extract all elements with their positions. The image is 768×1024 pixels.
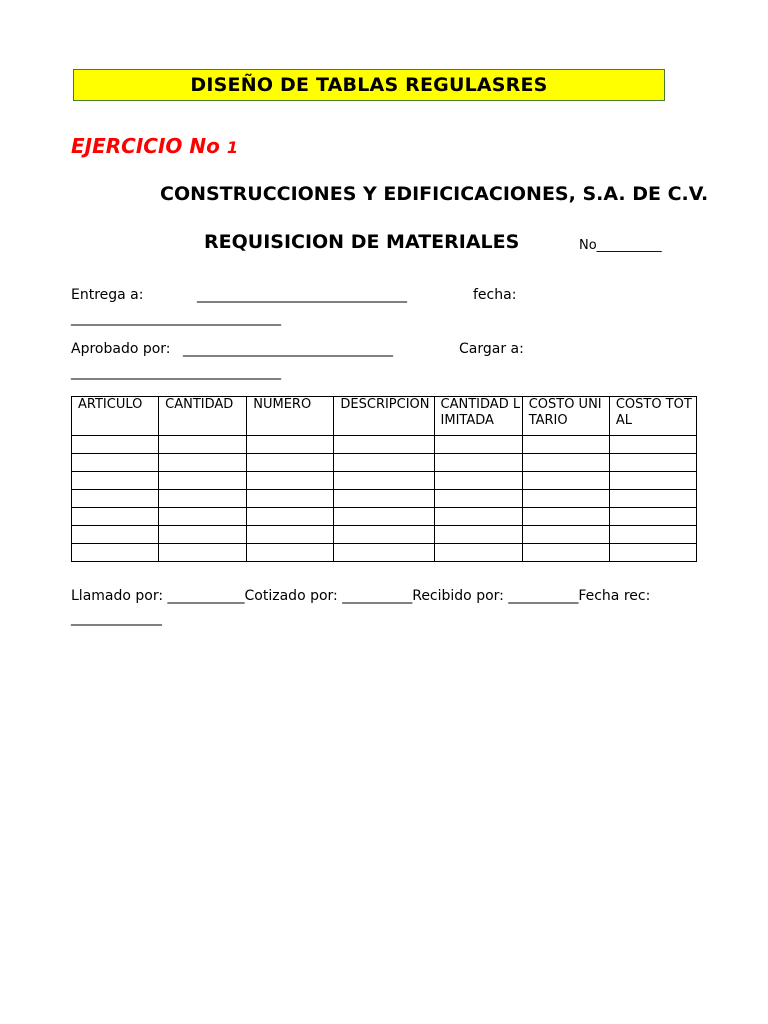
table-cell[interactable] xyxy=(522,472,609,490)
table-cell[interactable] xyxy=(247,490,334,508)
table-row xyxy=(72,490,697,508)
table-body xyxy=(72,436,697,562)
exercise-heading xyxy=(71,134,238,158)
entrega-line[interactable]: ______________________________ xyxy=(197,287,407,303)
table-cell[interactable] xyxy=(434,454,522,472)
table-cell[interactable] xyxy=(72,526,159,544)
fecha-label: fecha: xyxy=(473,287,517,303)
table-cell[interactable] xyxy=(609,508,696,526)
table-cell[interactable] xyxy=(72,454,159,472)
table-cell[interactable] xyxy=(609,454,696,472)
table-cell[interactable] xyxy=(159,454,247,472)
table-cell[interactable] xyxy=(159,544,247,562)
table-cell[interactable] xyxy=(522,436,609,454)
table-cell[interactable] xyxy=(522,508,609,526)
table-row xyxy=(72,436,697,454)
fecha-rec-label: Fecha rec: xyxy=(578,588,651,604)
table-cell[interactable] xyxy=(334,472,434,490)
table-cell[interactable] xyxy=(247,544,334,562)
table-cell[interactable] xyxy=(434,508,522,526)
header-articulo: ARTICULO xyxy=(72,397,159,436)
header-numero: NUMERO xyxy=(247,397,334,436)
materials-table xyxy=(71,396,697,562)
header-descripcion: DESCRIPCION xyxy=(334,397,434,436)
table-cell[interactable] xyxy=(159,472,247,490)
table-cell[interactable] xyxy=(334,490,434,508)
fecha-line[interactable]: ______________________________ xyxy=(71,310,281,326)
document-title: REQUISICION DE MATERIALES xyxy=(204,231,520,253)
table-cell[interactable] xyxy=(434,526,522,544)
cargar-line[interactable]: ______________________________ xyxy=(71,364,281,380)
aprobado-line[interactable]: ______________________________ xyxy=(183,341,393,357)
table-cell[interactable] xyxy=(334,526,434,544)
table-cell[interactable] xyxy=(334,508,434,526)
entrega-label: Entrega a: xyxy=(71,287,144,303)
table-cell[interactable] xyxy=(522,544,609,562)
table-cell[interactable] xyxy=(609,526,696,544)
exercise-label: EJERCICIO No xyxy=(71,134,220,158)
table-row xyxy=(72,526,697,544)
table-cell[interactable] xyxy=(609,472,696,490)
document-number-field[interactable]: No__________ xyxy=(579,238,662,253)
table-cell[interactable] xyxy=(247,436,334,454)
footer-signatures xyxy=(71,585,681,629)
table-cell[interactable] xyxy=(247,526,334,544)
table-row xyxy=(72,544,697,562)
table-cell[interactable] xyxy=(72,508,159,526)
table-cell[interactable] xyxy=(159,436,247,454)
table-cell[interactable] xyxy=(434,544,522,562)
table-cell[interactable] xyxy=(247,508,334,526)
fecha-rec-line[interactable]: _____________ xyxy=(71,610,162,626)
table-cell[interactable] xyxy=(434,472,522,490)
table-cell[interactable] xyxy=(159,526,247,544)
cotizado-field[interactable]: Cotizado por: __________ xyxy=(244,588,413,604)
table-row xyxy=(72,508,697,526)
table-cell[interactable] xyxy=(334,436,434,454)
company-name: CONSTRUCCIONES Y EDIFICICACIONES, S.A. DE C.V. xyxy=(160,183,709,205)
exercise-number: 1 xyxy=(226,138,238,157)
table-cell[interactable] xyxy=(72,544,159,562)
table-cell[interactable] xyxy=(72,490,159,508)
table-cell[interactable] xyxy=(247,454,334,472)
table-cell[interactable] xyxy=(159,490,247,508)
table-cell[interactable] xyxy=(609,436,696,454)
llamado-field[interactable]: Llamado por: ___________ xyxy=(71,588,245,604)
table-row xyxy=(72,472,697,490)
table-header-row xyxy=(72,397,697,436)
table-cell[interactable] xyxy=(609,490,696,508)
header-costo-unitario: COSTO UNITARIO xyxy=(522,397,609,436)
aprobado-label: Aprobado por: xyxy=(71,341,171,357)
table-cell[interactable] xyxy=(247,472,334,490)
recibido-field[interactable]: Recibido por: __________ xyxy=(412,588,579,604)
header-cantidad-limitada: CANTIDAD LIMITADA xyxy=(434,397,522,436)
header-costo-total: COSTO TOTAL xyxy=(609,397,696,436)
table-row xyxy=(72,454,697,472)
banner-title: DISEÑO DE TABLAS REGULASRES xyxy=(190,74,548,96)
table-cell[interactable] xyxy=(334,454,434,472)
table-cell[interactable] xyxy=(72,472,159,490)
table-cell[interactable] xyxy=(72,436,159,454)
table-cell[interactable] xyxy=(522,454,609,472)
title-banner xyxy=(73,69,665,101)
table-cell[interactable] xyxy=(434,490,522,508)
table-cell[interactable] xyxy=(522,490,609,508)
table-cell[interactable] xyxy=(609,544,696,562)
table-cell[interactable] xyxy=(159,508,247,526)
table-cell[interactable] xyxy=(522,526,609,544)
table-cell[interactable] xyxy=(334,544,434,562)
table-cell[interactable] xyxy=(434,436,522,454)
header-cantidad: CANTIDAD xyxy=(159,397,247,436)
cargar-label: Cargar a: xyxy=(459,341,524,357)
